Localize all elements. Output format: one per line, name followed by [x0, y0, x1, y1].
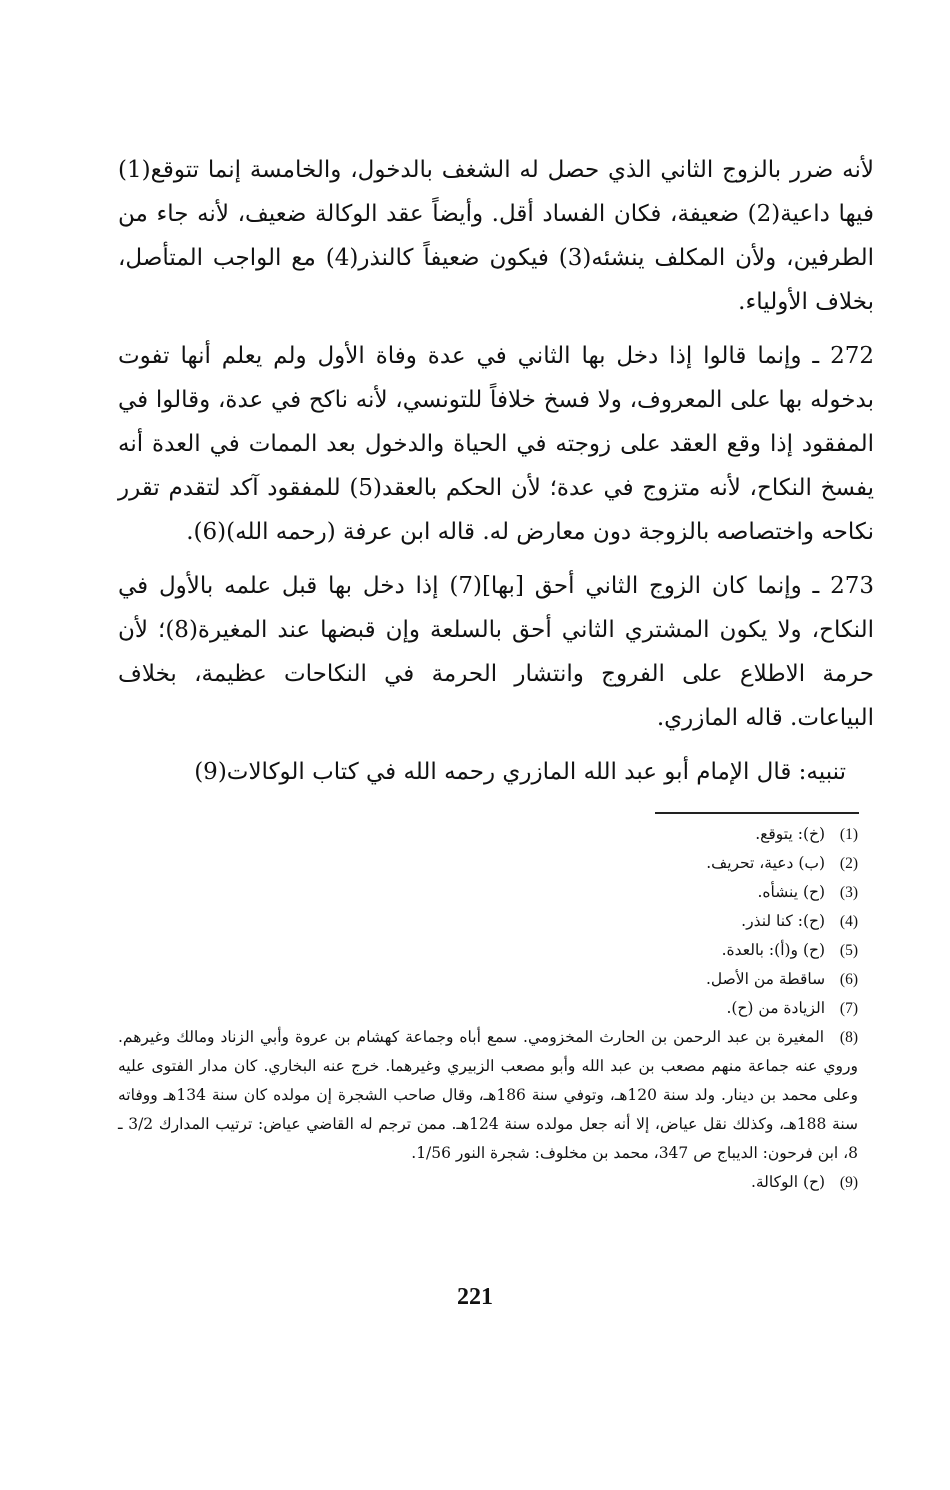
footnote-9 [118, 1168, 874, 1197]
footnotes-section [118, 820, 874, 1197]
page-number: 221 [457, 1284, 493, 1310]
paragraph-continuation: لأنه ضرر بالزوج الثاني الذي حصل له الشغف بالدخول، والخامسة إنما تتوقع(1) فيها داعية(2) ضعيفة، فكان الفساد أقل. وأيضاً عقد الوكالة ضعيف، لأنه جاء من الطرفين، ولأن المكلف ينشئه(3) فيكون ضعيفاً كالنذر(4) مع الواجب المتأصل، بخلاف الأولياء. [118, 157, 874, 315]
footnote-text: (ح) الوكالة. [750, 1173, 826, 1191]
main-text-body [118, 148, 874, 804]
footnote-4 [118, 907, 874, 936]
footnote-number: (7) [839, 1000, 858, 1017]
footnote-text: الزيادة من (ح). [726, 999, 826, 1017]
footnote-number: (8) [839, 1029, 858, 1046]
footnote-6 [118, 965, 874, 994]
footnote-text: (خ): يتوقع. [755, 825, 826, 843]
footnote-divider [655, 812, 859, 814]
paragraph-tanbih: تنبيه: قال الإمام أبو عبد الله المازري رحمه الله في كتاب الوكالات(9) [194, 759, 846, 785]
footnote-text: ساقطة من الأصل. [705, 970, 826, 988]
footnote-number: (9) [839, 1174, 858, 1191]
footnote-1 [118, 820, 874, 849]
footnote-7 [118, 994, 874, 1023]
footnote-text: (ح) ينشأه. [757, 883, 826, 901]
footnote-number: (4) [839, 913, 858, 930]
footnote-number: (3) [839, 884, 858, 901]
footnote-number: (5) [839, 942, 858, 959]
footnote-number: (1) [839, 826, 858, 843]
footnote-text: (ح) و(أ): بالعدة. [721, 941, 826, 959]
footnote-number: (2) [839, 855, 858, 872]
footnote-number: (6) [839, 971, 858, 988]
footnote-5 [118, 936, 874, 965]
footnote-2 [118, 849, 874, 878]
paragraph-272: 272 ـ وإنما قالوا إذا دخل بها الثاني في عدة وفاة الأول ولم يعلم أنها تفوت بدخوله بها على المعروف، ولا فسخ خلافاً للتونسي، لأنه ناكح في عدة، وقالوا في المفقود إذا وقع العقد على زوجته في الحياة والدخول بعد الممات في العدة أنه يفسخ النكاح، لأنه متزوج في عدة؛ لأن الحكم بالعقد(5) للمفقود آكد لتقدم تقرر نكاحه واختصاصه بالزوجة دون معارض له. قاله ابن عرفة (رحمه الله)(6). [118, 343, 874, 545]
footnote-text: (ح): كنا لنذر. [741, 912, 826, 930]
footnote-text: المغيرة بن عبد الرحمن بن الحارث المخزومي. سمع أباه وجماعة كهشام بن عروة وأبي الزناد ومالك وغيرهم. وروي عنه جماعة منهم مصعب بن عبد الله وأبو مصعب الزبيري وغيرهما. خرج عنه البخاري. كان مدار الفتوى عليه وعلى محمد بن دينار. ولد سنة 120هـ، وتوفي سنة 186هـ، وقال صاحب الشجرة إن مولده كان سنة 134هـ ووفاته سنة 188هـ، وكذلك نقل عياض، إلا أنه جعل مولده سنة 124هـ. ممن ترجم له القاضي عياض: ترتيب المدارك 3/2 ـ 8، ابن فرحون: الديباج ص 347، محمد بن مخلوف: شجرة النور 1/56. [118, 1028, 859, 1162]
footnote-text: (ب) دعية، تحريف. [706, 854, 826, 872]
footnote-3 [118, 878, 874, 907]
footnote-8 [118, 1023, 874, 1168]
paragraph-273: 273 ـ وإنما كان الزوج الثاني أحق [بها](7) إذا دخل بها قبل علمه بالأول في النكاح، ولا يكون المشتري الثاني أحق بالسلعة وإن قبضها عند المغيرة(8)؛ لأن حرمة الاطلاع على الفروج وانتشار الحرمة في النكاحات عظيمة، بخلاف البياعات. قاله المازري. [118, 573, 874, 731]
